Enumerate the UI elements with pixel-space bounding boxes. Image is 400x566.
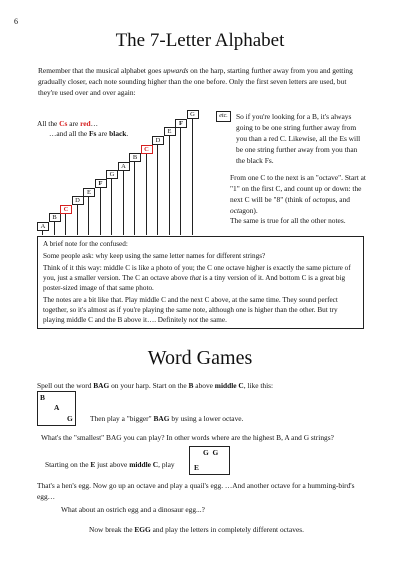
string-line xyxy=(192,119,193,235)
string-line xyxy=(42,231,43,235)
string-line xyxy=(65,214,66,235)
bag-diagram xyxy=(37,391,76,426)
string-note-a: A xyxy=(118,162,130,171)
side-paragraph-1: So if you're looking for a B, it's always going to be one string further away from you than a red C. Likewise, all the Es will be one string further away from you than the black Fs. xyxy=(236,112,361,165)
word-games-line-4: Starting on the E just above middle C, play xyxy=(45,460,175,469)
string-line xyxy=(180,128,181,235)
string-note-g: G xyxy=(106,170,118,179)
word-games-line-2: Then play a "bigger" BAG by using a lower octave. xyxy=(90,414,244,423)
page-number: 6 xyxy=(14,17,18,26)
word-games-line-7: Now break the EGG and play the letters in completely different octaves. xyxy=(89,525,304,534)
side-paragraph-2: From one C to the next is an "octave". Start at "1" on the first C, and count up or down: the next C will be "8" (think of octopus, and octagon). xyxy=(230,173,366,215)
confused-note-box xyxy=(37,236,364,329)
page-title: The 7-Letter Alphabet xyxy=(115,30,285,51)
string-line xyxy=(77,205,78,235)
string-line xyxy=(123,171,124,235)
string-line xyxy=(157,145,158,235)
string-line xyxy=(169,136,170,235)
note-octave-explanation: The notes are a bit like that. Play middle C and the next C above, at the same time. They sound perfect together, so it's almost as if you're playing the same note, although one is higher than the other. But try playing middle C and the B above it…. Definitely not the same. xyxy=(43,296,338,324)
string-note-c: C xyxy=(60,205,72,214)
etc-box: etc. xyxy=(216,111,231,122)
bag-letter-g: G xyxy=(67,414,73,423)
intro-paragraph: Remember that the musical alphabet goes upwards on the harp, starting further away from you and getting gradually closer, each note sounding higher than the one before. Only the first seven letters are used, but they're used over and over again: xyxy=(38,66,353,97)
string-line xyxy=(111,179,112,235)
egg-letter-e: E xyxy=(194,463,199,472)
string-note-e: E xyxy=(164,127,176,136)
string-line xyxy=(146,154,147,235)
legend-cs-red: All the Cs are red… xyxy=(37,119,99,128)
string-line xyxy=(88,197,89,235)
egg-diagram xyxy=(189,446,230,475)
string-line xyxy=(100,188,101,235)
word-games-line-5: That's a hen's egg. Now go up an octave and play a quail's egg. …And another octave for a humming-bird's egg… xyxy=(37,481,355,501)
string-note-a: A xyxy=(37,222,49,231)
string-line xyxy=(54,222,55,235)
string-line xyxy=(134,162,135,235)
legend-fs-black: …and all the Fs are black. xyxy=(49,129,129,138)
string-note-g: G xyxy=(187,110,199,119)
string-note-e: E xyxy=(83,188,95,197)
string-note-c: C xyxy=(141,145,153,154)
section-title-word-games: Word Games xyxy=(147,347,253,369)
string-note-b: B xyxy=(129,153,141,162)
bag-letter-a: A xyxy=(54,403,60,412)
string-note-f: F xyxy=(95,179,107,188)
string-note-d: D xyxy=(152,136,164,145)
string-note-b: B xyxy=(49,213,61,222)
string-note-d: D xyxy=(72,196,84,205)
word-games-line-3: What's the "smallest" BAG you can play? In other words where are the highest B, A and G strings? xyxy=(41,433,334,442)
word-games-line-1: Spell out the word BAG on your harp. Start on the B above middle C, like this: xyxy=(37,381,274,390)
note-heading: A brief note for the confused: xyxy=(43,240,128,248)
bag-letter-b: B xyxy=(40,393,45,402)
word-games-line-6: What about an ostrich egg and a dinosaur egg...? xyxy=(61,505,205,514)
note-photo-analogy: Think of it this way: middle C is like a photo of you; the C one octave higher is exactly the same picture of you, just a smaller version. The C an octave above that is a tiny version of it. And bottom C is a great big poster-sized image of that same photo. xyxy=(43,264,351,292)
string-note-f: F xyxy=(175,119,187,128)
note-question: Some people ask: why keep using the same letter names for different strings? xyxy=(43,252,266,260)
side-paragraph-3: The same is true for all the other notes. xyxy=(230,216,346,225)
egg-letters-gg: G G xyxy=(203,448,219,457)
